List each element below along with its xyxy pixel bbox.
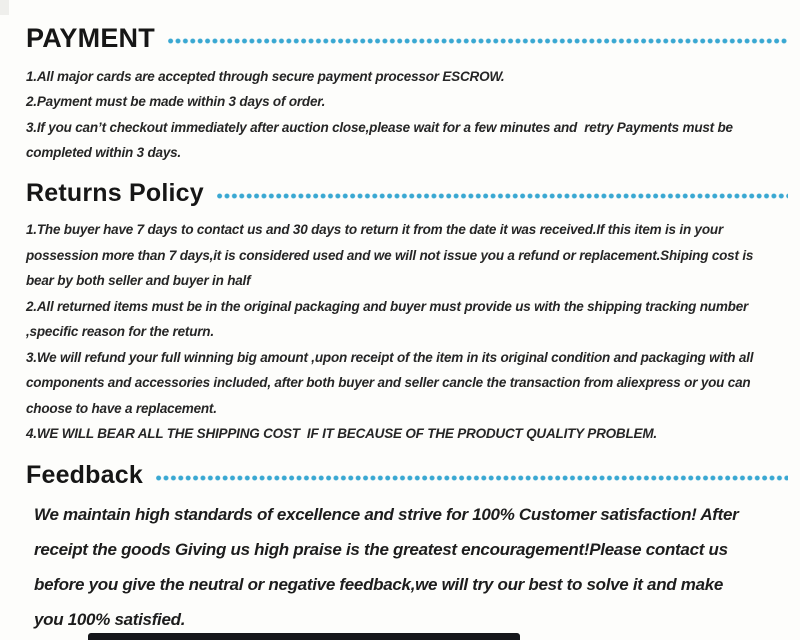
policy-item: 3.We will refund your full winning big amount ,upon receipt of the item in its original condition and packaging with all components and accessories included, after both buyer and seller cancle the transaction from aliexpress or you can choose to have a replacement. xyxy=(26,349,757,416)
feedback-heading: Feedback xyxy=(26,460,143,489)
dotted-divider xyxy=(168,38,788,44)
payment-items xyxy=(26,64,788,166)
dotted-divider xyxy=(217,193,788,199)
policy-item: 1.All major cards are accepted through secure payment processor ESCROW. xyxy=(26,68,505,84)
section-feedback xyxy=(26,462,788,638)
policy-item: 4.WE WILL BEAR ALL THE SHIPPING COST IF IT BECAUSE OF THE PRODUCT QUALITY PROBLEM. xyxy=(26,426,657,442)
scan-artifact xyxy=(0,0,9,15)
payment-heading: PAYMENT xyxy=(26,23,155,53)
policy-item: 2.All returned items must be in the original packaging and buyer must provide us with the shipping tracking number ,specific reason for the return. xyxy=(26,298,752,340)
returns-policy-heading: Returns Policy xyxy=(26,178,204,207)
feedback-heading-row xyxy=(26,462,788,490)
policy-item: 2.Payment must be made within 3 days of order. xyxy=(26,94,326,110)
policy-item: 1.The buyer have 7 days to contact us and 30 days to return it from the date it was received.If this item is in your possession more than 7 days,it is considered used and we will not issue you a refund or replacement.Shiping cost is bear by both seller and buyer in half xyxy=(26,222,757,289)
feedback-paragraph: We maintain high standards of excellence and strive for 100% Customer satisfaction! After receipt the goods Giving us high praise is the greatest encouragement!Please contact us before you give the neutral or negative feedback,we will try our best to solve it and make you 100% satisfied. xyxy=(34,505,743,630)
policy-item: 3.If you can’t checkout immediately after auction close,please wait for a few minutes and retry Payments must be completed within 3 days. xyxy=(26,119,737,161)
dotted-divider xyxy=(156,475,788,481)
section-returns-policy xyxy=(26,180,788,447)
returns-heading-row xyxy=(26,180,788,208)
next-section-peek-bar xyxy=(88,633,520,640)
returns-items xyxy=(26,217,788,447)
payment-heading-row xyxy=(26,24,788,54)
section-payment xyxy=(26,24,788,166)
